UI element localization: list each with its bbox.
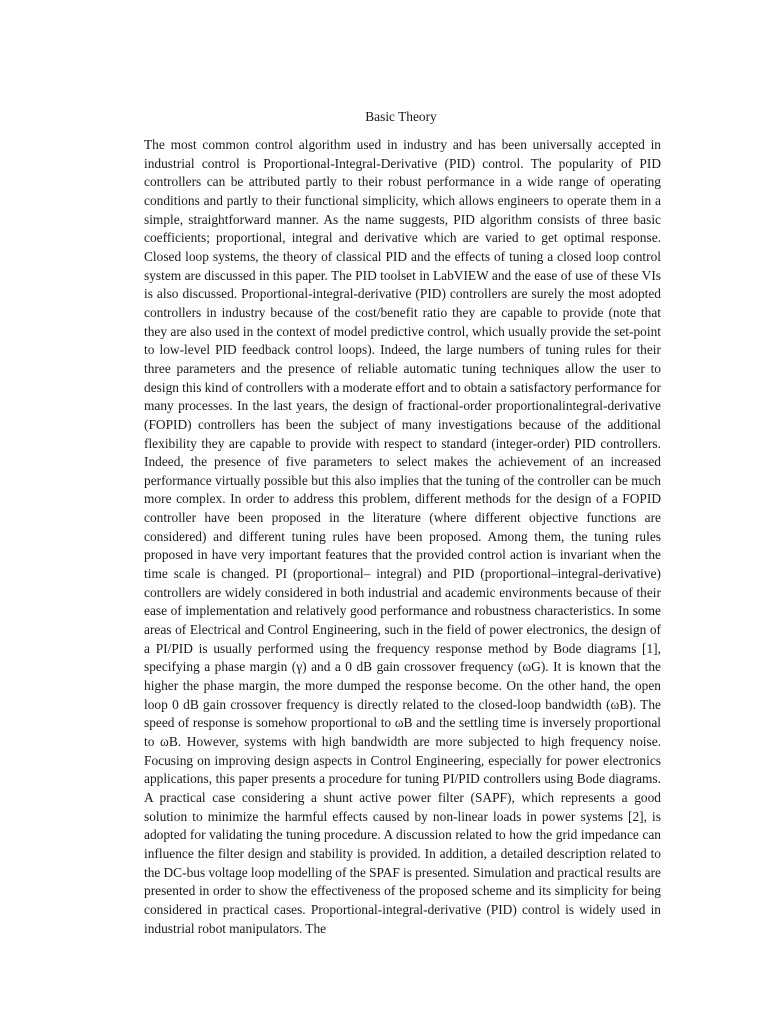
section-title: Basic Theory	[365, 109, 437, 124]
body-paragraph: The most common control algorithm used in industry and has been universally accepted in industrial control is Proportional-Integral-Derivative (PID) control. The popularity of PID controllers can be attributed partly to their robust performance in a wide range of operating conditions and partly to their functional simplicity, which allows engineers to operate them in a simple, straightforward manner. As the name suggests, PID algorithm consists of three basic coefficients; proportional, integral and derivative which are varied to get optimal response. Closed loop systems, the theory of classical PID and the effects of tuning a closed loop control system are discussed in this paper. The PID toolset in LabVIEW and the ease of use of these VIs is also discussed. Proportional-integral-derivative (PID) controllers are surely the most adopted controllers in industry because of the cost/benefit ratio they are capable to provide (note that they are also used in the context of model predictive control, which usually provide the set-point to low-level PID feedback control loops). Indeed, the large numbers of tuning rules for their three parameters and the presence of reliable automatic tuning techniques allow the user to design this kind of controllers with a moderate effort and to obtain a satisfactory performance for many processes. In the last years, the design of fractional-order proportionalintegral-derivative (FOPID) controllers has been the subject of many investigations because of the additional flexibility they are capable to provide with respect to standard (integer-order) PID controllers. Indeed, the presence of five parameters to select makes the achievement of an increased performance virtually possible but this also implies that the tuning of the controller can be much more complex. In order to address this problem, different methods for the design of a FOPID controller have been proposed in the literature (where different objective functions are considered) and different tuning rules have been proposed. Among them, the tuning rules proposed in have very important features that the provided control action is invariant when the time scale is changed. PI (proportional– integral) and PID (proportional–integral-derivative) controllers are widely considered in both industrial and academic environments because of their ease of implementation and relatively good performance and robustness characteristics. In some areas of Electrical and Control Engineering, such in the field of power electronics, the design of a PI/PID is usually performed using the frequency response method by Bode diagrams [1], specifying a phase margin (γ) and a 0 dB gain crossover frequency (ωG). It is known that the higher the phase margin, the more dumped the response become. On the other hand, the open loop 0 dB gain crossover frequency is directly related to the closed-loop bandwidth (ωB). The speed of response is somehow proportional to ωB and the settling time is inversely proportional to ωB. However, systems with high bandwidth are more subjected to high frequency noise. Focusing on improving design aspects in Control Engineering, especially for power electronics applications, this paper presents a procedure for tuning PI/PID controllers using Bode diagrams. A practical case considering a shunt active power filter (SAPF), which represents a good solution to minimize the harmful effects caused by non-linear loads in power systems [2], is adopted for validating the tuning procedure. A discussion related to how the grid impedance can influence the filter design and stability is provided. In addition, a detailed description related to the DC-bus voltage loop modelling of the SPAF is presented. Simulation and practical results are presented in order to show the effectiveness of the proposed scheme and its simplicity for being considered in practical cases. Proportional-integral-derivative (PID) control is widely used in industrial robot manipulators. The	[144, 137, 661, 936]
